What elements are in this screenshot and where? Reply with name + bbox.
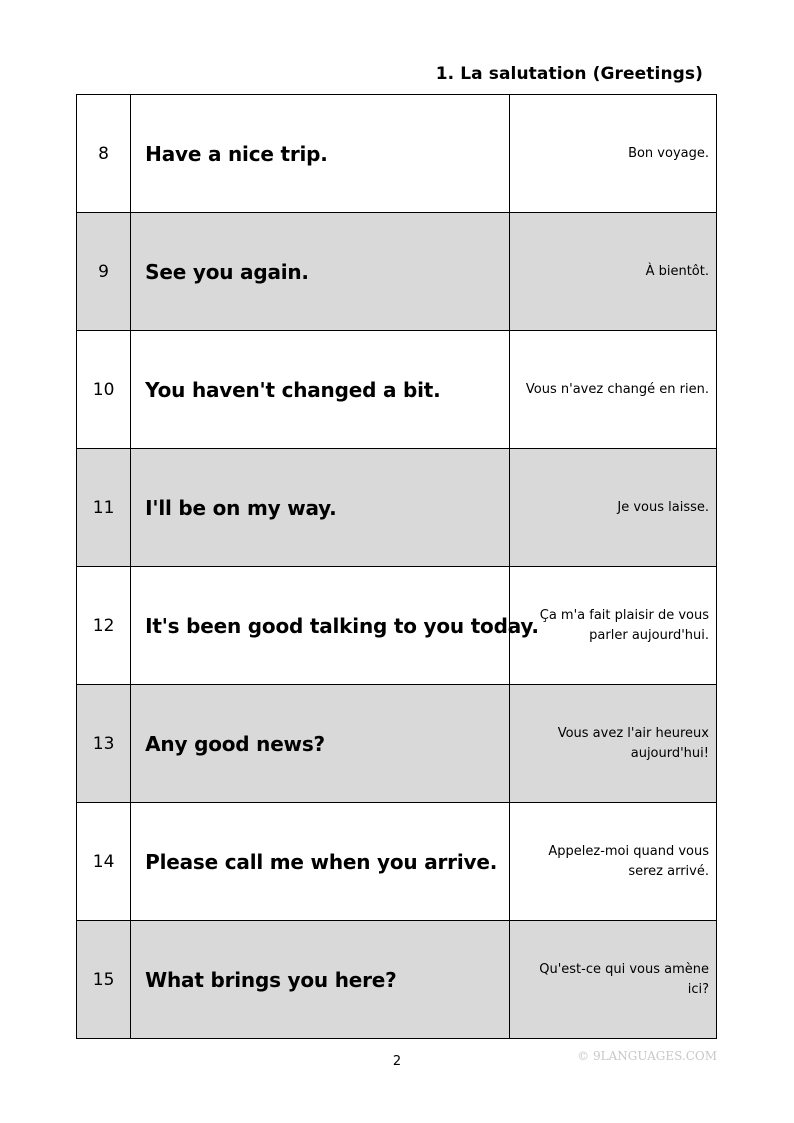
english-phrase: Please call me when you arrive. bbox=[131, 803, 510, 921]
english-phrase: See you again. bbox=[131, 213, 510, 331]
phrase-table bbox=[76, 94, 717, 1039]
table-row bbox=[77, 449, 717, 567]
french-translation: Bon voyage. bbox=[510, 95, 717, 213]
page-title: 1. La salutation (Greetings) bbox=[435, 64, 703, 84]
table-row bbox=[77, 921, 717, 1039]
row-number: 9 bbox=[77, 213, 131, 331]
french-translation: À bientôt. bbox=[510, 213, 717, 331]
french-translation: Je vous laisse. bbox=[510, 449, 717, 567]
row-number: 15 bbox=[77, 921, 131, 1039]
table-row bbox=[77, 685, 717, 803]
english-phrase: I'll be on my way. bbox=[131, 449, 510, 567]
french-translation: Vous n'avez changé en rien. bbox=[510, 331, 717, 449]
french-translation: Qu'est-ce qui vous amène ici? bbox=[510, 921, 717, 1039]
english-phrase: Have a nice trip. bbox=[131, 95, 510, 213]
table-row bbox=[77, 567, 717, 685]
english-phrase: It's been good talking to you today. bbox=[131, 567, 510, 685]
row-number: 8 bbox=[77, 95, 131, 213]
french-translation: Appelez-moi quand vous serez arrivé. bbox=[510, 803, 717, 921]
row-number: 10 bbox=[77, 331, 131, 449]
page-number: 2 bbox=[392, 1054, 402, 1069]
table-row bbox=[77, 331, 717, 449]
row-number: 11 bbox=[77, 449, 131, 567]
table-row bbox=[77, 803, 717, 921]
english-phrase: Any good news? bbox=[131, 685, 510, 803]
row-number: 12 bbox=[77, 567, 131, 685]
english-phrase: What brings you here? bbox=[131, 921, 510, 1039]
english-phrase: You haven't changed a bit. bbox=[131, 331, 510, 449]
row-number: 14 bbox=[77, 803, 131, 921]
watermark: © 9LANGUAGES.COM bbox=[577, 1049, 717, 1063]
french-translation: Vous avez l'air heureux aujourd'hui! bbox=[510, 685, 717, 803]
table-row bbox=[77, 213, 717, 331]
french-translation: Ça m'a fait plaisir de vous parler aujourd'hui. bbox=[510, 567, 717, 685]
table-row bbox=[77, 95, 717, 213]
row-number: 13 bbox=[77, 685, 131, 803]
